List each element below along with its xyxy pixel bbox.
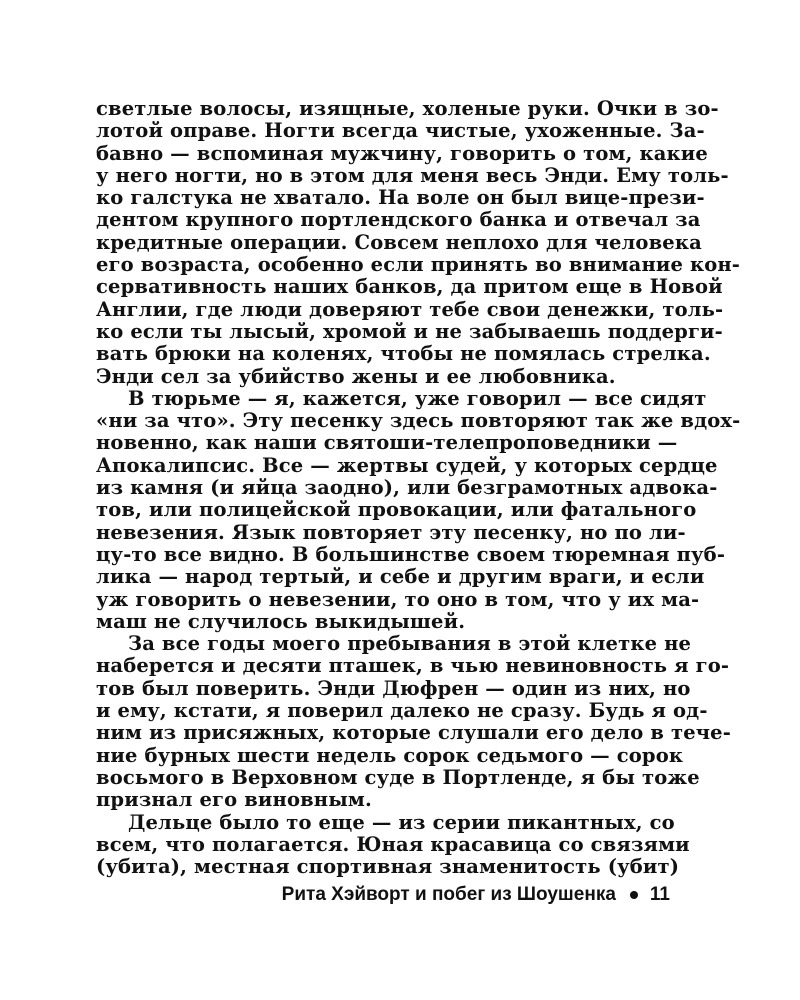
text-line: В тюрьме — я, кажется, уже говорил — все сидят bbox=[128, 386, 707, 410]
bullet-separator bbox=[630, 891, 638, 899]
text-line: из камня (и яйца заодно), или безграмотных адвока- bbox=[96, 476, 718, 500]
text-line: Англии, где люди доверяют тебе свои денежки, толь- bbox=[96, 297, 724, 321]
text-line: бавно — вспоминая мужчину, говорить о том, какие bbox=[96, 141, 708, 165]
text-line: маш не случилось выкидышей. bbox=[96, 609, 466, 633]
text-line: и ему, кстати, я поверил далеко не сразу. Будь я од- bbox=[96, 699, 708, 723]
running-title: Рита Хэйворт и побег из Шоушенка bbox=[281, 884, 616, 905]
text-line: новенно, как наши святоши-телепроповедники — bbox=[96, 431, 678, 455]
text-line: ние бурных шести недель сорок седьмого — сорок bbox=[96, 743, 684, 767]
text-line: цу-то все видно. В большинстве своем тюремная пуб- bbox=[96, 542, 726, 566]
text-line: признал его виновным. bbox=[96, 788, 372, 812]
text-line: ним из присяжных, которые слушали его дело в тече- bbox=[96, 721, 731, 745]
text-line: Энди сел за убийство жены и ее любовника. bbox=[96, 364, 616, 388]
text-line: всем, что полагается. Юная красавица со связями bbox=[96, 832, 690, 856]
text-line: Дельце было то еще — из серии пикантных, со bbox=[128, 810, 675, 834]
text-line: тов был поверить. Энди Дюфрен — один из них, но bbox=[96, 676, 691, 700]
text-line: ко если ты лысый, хромой и не забываешь поддерги- bbox=[96, 319, 723, 343]
text-line: тов, или полицейской провокации, или фатального bbox=[96, 498, 697, 522]
text-line: лотой оправе. Ногти всегда чистые, ухоженные. За- bbox=[96, 119, 705, 143]
text-line: светлые волосы, изящные, холеные руки. Очки в зо- bbox=[96, 97, 719, 120]
text-line: наберется и десяти пташек, в чью невиновность я го- bbox=[96, 654, 730, 678]
text-line: ко галстука не хватало. На воле он был вице-прези- bbox=[96, 186, 705, 210]
text-line: «ни за что». Эту песенку здесь повторяют так же вдох- bbox=[96, 409, 741, 433]
text-line: у него ногти, но в этом для меня весь Энди. Ему толь- bbox=[96, 163, 729, 187]
text-line: уж говорить о невезении, то оно в том, что у их ма- bbox=[96, 587, 700, 611]
text-line: (убита), местная спортивная знаменитость (убит) bbox=[96, 855, 680, 879]
text-line: вать брюки на коленях, чтобы не помялась стрелка. bbox=[96, 342, 711, 366]
text-line: лика — народ тертый, и себе и другим враги, и если bbox=[96, 565, 705, 589]
text-line: дентом крупного портлендского банка и отвечал за bbox=[96, 208, 701, 232]
text-line: невезения. Язык повторяет эту песенку, но по ли- bbox=[96, 520, 686, 544]
text-line: его возраста, особенно если принять во внимание кон- bbox=[96, 253, 741, 277]
body-text bbox=[96, 97, 741, 879]
text-line: восьмого в Верховном суде в Портленде, я бы тоже bbox=[96, 765, 700, 789]
text-line: Апокалипсис. Все — жертвы судей, у которых сердце bbox=[96, 453, 718, 477]
page-number: 11 bbox=[649, 884, 670, 905]
text-line: сервативность наших банков, да притом еще в Новой bbox=[96, 275, 723, 299]
text-line: За все годы моего пребывания в этой клетке не bbox=[128, 632, 692, 656]
page-footer bbox=[222, 882, 670, 908]
text-line: кредитные операции. Совсем неплохо для человека bbox=[96, 230, 702, 254]
